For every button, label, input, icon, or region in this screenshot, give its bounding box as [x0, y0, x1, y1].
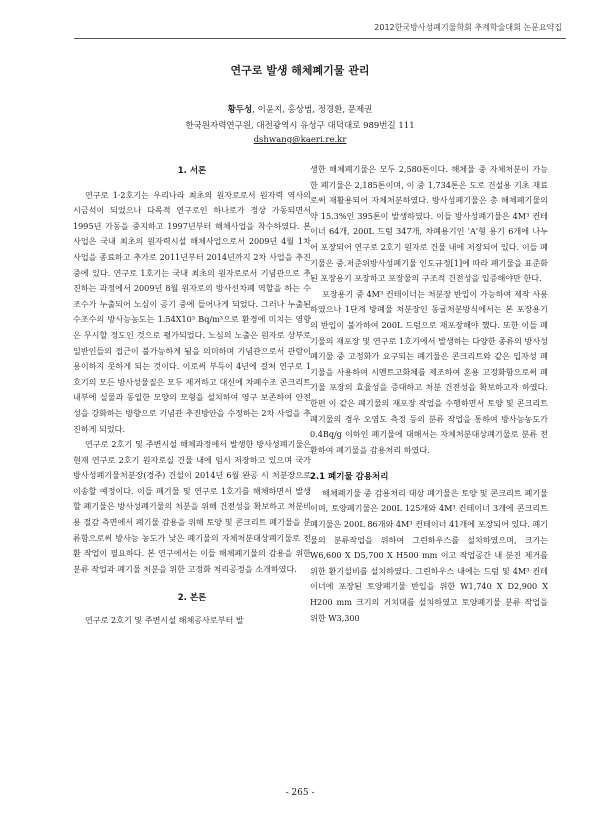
body-paragraph: 연구로 2호기 및 주변시설 해체공사로부터 발 [85, 615, 244, 626]
co-authors: , 이윤지, 홍상범, 정경환, 문제권 [252, 105, 373, 115]
section-heading-main-body: 2. 본론 [177, 593, 207, 604]
body-paragraph: 연구로 2호기 및 주변시설 해체과정에서 발생한 방사성폐기물은 현재 연구로 2호기 원자로실 건물 내에 임시 저장하고 있으며 국가 방사성폐기물처분장(경주) 건설이 2014년 6월 완공 시 처분장으로 이송할 예정이다. 이들 폐기물 및 연구로 1호기를 해체하면서 발생할 폐기물은 방사성폐기물의 처분을 위해 건전성을 확보하고 처분비용 절감 측면에서 폐기물 감용을 위해 토양 및 콘크리트 폐기물을 분류함으로써 방사능 농도가 낮은 폐기물의 자체처분대상폐기물로 전환 작업이 필요하다. 본 연구에서는 이들 해체폐기물의 감용을 위한 분류 작업과 폐기물 처분을 위한 고정화 처리공정을 소개하였다. [73, 439, 311, 574]
paper-title: 연구로 발생 해체폐기물 관리 [230, 64, 370, 77]
body-paragraph: 해체폐기물 중 감용처리 대상 폐기물은 토양 및 콘크리트 폐기물이며, 토양폐기물은 200L 125개와 4M³ 컨테이너 3개에 콘크리트 폐기물은 200L 86개와 4M³ 컨테이너 41개에 포장되어 있다. 폐기물의 분류작업을 위하여 그린하우스를 설치하였으며, 크기는 W6,600 X D5,700 X H500 mm 이고 작업공간 내 분진 제거를 위한 환기설비를 설치하였다. 그린하우스 내에는 드럼 및 4M³ 컨테이너에 포장된 토양폐기물 반입을 위한 W1,740 X D2,900 X H200 mm 크기의 거치대를 설치하였고 토양폐기물 분류 작업을 위한 W3,300 [310, 487, 548, 623]
body-paragraph: 연구로 1·2호기는 우리나라 최초의 원자로로서 원자력 역사의 시금석이 되었으나 다목적 연구로인 하나로가 정상 가동되면서 1995년 가동을 중지하고 1997년부터 해체사업을 착수하였다. 본 사업은 국내 최초의 원자력시설 해체사업으로서 2009년 4월 1차 사업을 종료하고 추가로 2011년부터 2014년까지 2차 사업을 추진 중에 있다. 연구로 1호기는 국내 최초의 원자로로서 기념관으로 추진하는 과정에서 2009년 8월 원자로의 방사선차폐 역할을 하는 수조수가 누출되어 노심이 공기 중에 들어나게 되었다. 그러나 누출된 수조수의 방사능농도는 1.54X10³ Bq/m³으로 환경에 미치는 영향은 무시할 정도인 것으로 평가되었다. 노심의 노출은 원자로 상부로 일반인들의 접근이 불가능하게 됨을 의미하며 기념관으로서 관람이 용이하지 못하게 되는 것이다. 이로써 부득이 4년에 걸쳐 연구로 1호기의 모든 방사성물질은 모두 제거하고 대신에 차폐수조 콘크리트 내부에 실물과 동일한 모양의 모형을 설치하여 영구 보존하여 안전성을 강화하는 방향으로 기념관 추진방안을 수정하는 2차 사업을 추진하게 되었다. [73, 189, 311, 434]
header-rule [74, 38, 566, 39]
affiliation: 한국원자력연구원, 대전광역시 유성구 대덕대로 989번길 111 [185, 121, 415, 131]
left-column [73, 162, 311, 629]
subsection-heading-volume-reduction: 2.1 폐기물 감용처리 [310, 472, 389, 483]
author-list [0, 103, 600, 115]
section-heading-introduction: 1. 서론 [177, 166, 207, 176]
conference-header: 2012한국방사성폐기물학회 추계학술대회 논문요약집 [374, 23, 562, 32]
author-email[interactable]: dshwang@kaeri.re.kr [253, 135, 347, 145]
body-paragraph: 포장용기 중 4M³ 컨테이너는 처분장 반입이 가능하여 제작 사용하였으나 1단계 방폐물 처분장인 동굴처분방식에서는 본 포장용기의 반입이 불가하여 200L 드럼으로 재포장해야 했다. 또한 이들 폐기물의 재포장 및 연구로 1호기에서 발생하는 다양한 종류의 방사성폐기물 중 고정화가 요구되는 폐기물은 콘크리트와 같은 입자성 폐기물을 사용하여 시멘트고화체를 제조하여 혼용 고정화함으로써 폐기물 포장의 효율성을 증대하고 처분 건전성을 확보하고자 하였다. 한편 이 같은 폐기물의 재포장 작업을 수행하면서 토양 및 콘크리트 폐기물의 경우 오염도 측정 등의 분류 작업을 통하여 방사능농도가 0.4Bq/g 이하인 폐기물에 대해서는 자체처분대상폐기물로 분류 전환하여 폐기물을 감용처리 하였다. [310, 288, 548, 455]
presenting-author: 황두성 [227, 105, 253, 115]
page-number: - 265 - [285, 788, 315, 798]
right-column [310, 162, 548, 626]
body-paragraph: 생한 해체폐기물은 모두 2,580톤이다. 해체물 중 자체처분이 가능한 폐기물은 2,185톤이며, 이 중 1,734톤은 도로 건설용 기초 재료로써 재활용되어 자체처분하였다. 방사성폐기물은 총 해체폐기물의 약 15.3%인 395톤이 발생하였다. 이들 방사성폐기물은 4M³ 컨테이너 64개, 200L 드럼 347개, 차폐용기인 'A'형 용기 6개에 나누어 포장되어 연구로 2호기 원자로 건물 내에 저장되어 있다. 이들 폐기물은 중.저준위방사성폐기물 인도규정[1]에 따라 폐기물을 표준화된 포장용기 포장하고 포장물의 구조적 건전성을 입증해야만 한다. [310, 164, 549, 284]
